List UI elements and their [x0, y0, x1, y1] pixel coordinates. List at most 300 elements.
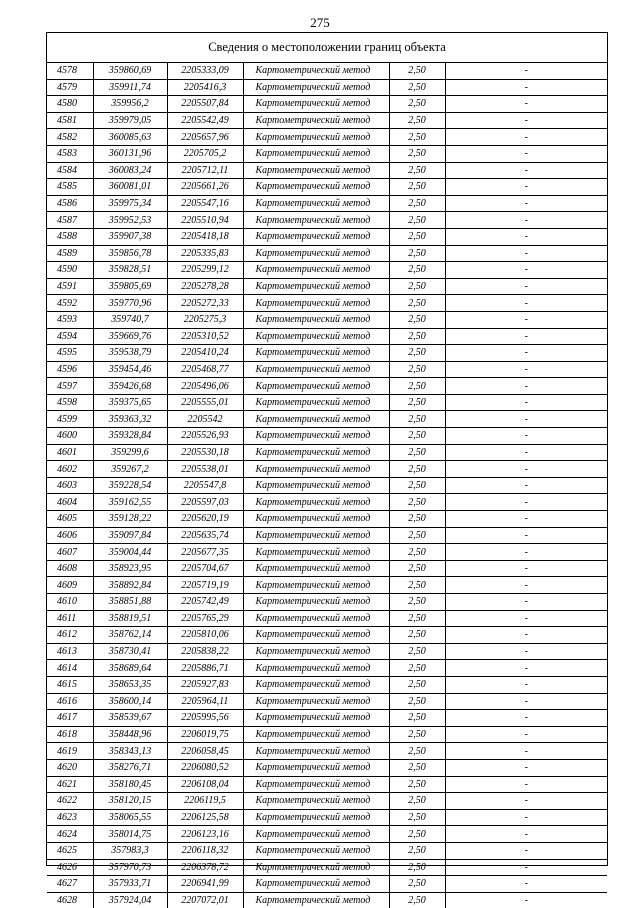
method-cell: Картометрический метод [243, 643, 389, 660]
table-row [47, 859, 607, 876]
method-cell: Картометрический метод [243, 145, 389, 162]
x-coordinate-cell: 358600,14 [93, 693, 167, 710]
y-coordinate-cell: 2205765,29 [167, 610, 243, 627]
point-number-cell: 4580 [47, 96, 93, 113]
method-cell: Картометрический метод [243, 511, 389, 528]
description-cell: - [445, 361, 607, 378]
method-cell: Картометрический метод [243, 876, 389, 893]
table-row [47, 145, 607, 162]
description-cell: - [445, 610, 607, 627]
point-number-cell: 4620 [47, 759, 93, 776]
y-coordinate-cell: 2205712,11 [167, 162, 243, 179]
x-coordinate-cell: 358762,14 [93, 627, 167, 644]
method-cell: Картометрический метод [243, 428, 389, 445]
description-cell: - [445, 461, 607, 478]
accuracy-cell: 2,50 [389, 328, 445, 345]
method-cell: Картометрический метод [243, 892, 389, 908]
description-cell: - [445, 477, 607, 494]
x-coordinate-cell: 359979,05 [93, 112, 167, 129]
y-coordinate-cell: 2205526,93 [167, 428, 243, 445]
point-number-cell: 4624 [47, 826, 93, 843]
y-coordinate-cell: 2205555,01 [167, 394, 243, 411]
table-row [47, 278, 607, 295]
y-coordinate-cell: 2205468,77 [167, 361, 243, 378]
x-coordinate-cell: 358180,45 [93, 776, 167, 793]
point-number-cell: 4595 [47, 345, 93, 362]
accuracy-cell: 2,50 [389, 842, 445, 859]
table-row [47, 710, 607, 727]
point-number-cell: 4593 [47, 311, 93, 328]
x-coordinate-cell: 359454,46 [93, 361, 167, 378]
method-cell: Картометрический метод [243, 527, 389, 544]
description-cell: - [445, 179, 607, 196]
table-row [47, 378, 607, 395]
point-number-cell: 4627 [47, 876, 93, 893]
x-coordinate-cell: 358892,84 [93, 577, 167, 594]
x-coordinate-cell: 359299,6 [93, 444, 167, 461]
description-cell: - [445, 378, 607, 395]
accuracy-cell: 2,50 [389, 577, 445, 594]
accuracy-cell: 2,50 [389, 129, 445, 146]
point-number-cell: 4581 [47, 112, 93, 129]
x-coordinate-cell: 359740,7 [93, 311, 167, 328]
accuracy-cell: 2,50 [389, 411, 445, 428]
accuracy-cell: 2,50 [389, 63, 445, 79]
method-cell: Картометрический метод [243, 461, 389, 478]
x-coordinate-cell: 358120,15 [93, 793, 167, 810]
accuracy-cell: 2,50 [389, 278, 445, 295]
accuracy-cell: 2,50 [389, 876, 445, 893]
table-row [47, 842, 607, 859]
point-number-cell: 4608 [47, 560, 93, 577]
description-cell: - [445, 627, 607, 644]
method-cell: Картометрический метод [243, 610, 389, 627]
point-number-cell: 4586 [47, 195, 93, 212]
method-cell: Картометрический метод [243, 826, 389, 843]
point-number-cell: 4615 [47, 676, 93, 693]
x-coordinate-cell: 359770,96 [93, 295, 167, 312]
accuracy-cell: 2,50 [389, 394, 445, 411]
accuracy-cell: 2,50 [389, 428, 445, 445]
accuracy-cell: 2,50 [389, 112, 445, 129]
page-number: 275 [310, 15, 330, 30]
y-coordinate-cell: 2205333,09 [167, 63, 243, 79]
method-cell: Картометрический метод [243, 195, 389, 212]
point-number-cell: 4598 [47, 394, 93, 411]
accuracy-cell: 2,50 [389, 311, 445, 328]
x-coordinate-cell: 359375,65 [93, 394, 167, 411]
description-cell: - [445, 876, 607, 893]
table-row [47, 394, 607, 411]
accuracy-cell: 2,50 [389, 710, 445, 727]
method-cell: Картометрический метод [243, 726, 389, 743]
table-row [47, 361, 607, 378]
x-coordinate-cell: 360081,01 [93, 179, 167, 196]
table-row [47, 195, 607, 212]
accuracy-cell: 2,50 [389, 660, 445, 677]
x-coordinate-cell: 359228,54 [93, 477, 167, 494]
accuracy-cell: 2,50 [389, 494, 445, 511]
accuracy-cell: 2,50 [389, 544, 445, 561]
table-row [47, 527, 607, 544]
description-cell: - [445, 560, 607, 577]
accuracy-cell: 2,50 [389, 743, 445, 760]
point-number-cell: 4587 [47, 212, 93, 229]
x-coordinate-cell: 359328,84 [93, 428, 167, 445]
x-coordinate-cell: 359911,74 [93, 79, 167, 96]
y-coordinate-cell: 2206125,58 [167, 809, 243, 826]
y-coordinate-cell: 2205335,83 [167, 245, 243, 262]
accuracy-cell: 2,50 [389, 826, 445, 843]
accuracy-cell: 2,50 [389, 676, 445, 693]
method-cell: Картометрический метод [243, 129, 389, 146]
point-number-cell: 4613 [47, 643, 93, 660]
table-row [47, 328, 607, 345]
method-cell: Картометрический метод [243, 112, 389, 129]
method-cell: Картометрический метод [243, 179, 389, 196]
y-coordinate-cell: 2205510,94 [167, 212, 243, 229]
method-cell: Картометрический метод [243, 793, 389, 810]
y-coordinate-cell: 2205742,49 [167, 594, 243, 611]
x-coordinate-cell: 358448,96 [93, 726, 167, 743]
point-number-cell: 4618 [47, 726, 93, 743]
y-coordinate-cell: 2205410,24 [167, 345, 243, 362]
table-row [47, 461, 607, 478]
accuracy-cell: 2,50 [389, 96, 445, 113]
table-row [47, 693, 607, 710]
y-coordinate-cell: 2205547,8 [167, 477, 243, 494]
method-cell: Картометрический метод [243, 693, 389, 710]
x-coordinate-cell: 358065,55 [93, 809, 167, 826]
table-row [47, 63, 607, 79]
method-cell: Картометрический метод [243, 710, 389, 727]
description-cell: - [445, 79, 607, 96]
accuracy-cell: 2,50 [389, 594, 445, 611]
table-row [47, 494, 607, 511]
x-coordinate-cell: 359267,2 [93, 461, 167, 478]
description-cell: - [445, 328, 607, 345]
point-number-cell: 4616 [47, 693, 93, 710]
method-cell: Картометрический метод [243, 477, 389, 494]
y-coordinate-cell: 2205299,12 [167, 262, 243, 279]
description-cell: - [445, 444, 607, 461]
point-number-cell: 4597 [47, 378, 93, 395]
description-cell: - [445, 278, 607, 295]
x-coordinate-cell: 358653,35 [93, 676, 167, 693]
table-row [47, 627, 607, 644]
description-cell: - [445, 527, 607, 544]
method-cell: Картометрический метод [243, 660, 389, 677]
y-coordinate-cell: 2205704,67 [167, 560, 243, 577]
point-number-cell: 4602 [47, 461, 93, 478]
point-number-cell: 4594 [47, 328, 93, 345]
y-coordinate-cell: 2205886,71 [167, 660, 243, 677]
coordinates-table-body [47, 63, 607, 908]
description-cell: - [524, 894, 528, 906]
accuracy-cell: 2,50 [389, 527, 445, 544]
table-row [47, 809, 607, 826]
description-cell: - [445, 162, 607, 179]
point-number-cell: 4626 [47, 859, 93, 876]
table-row [47, 511, 607, 528]
y-coordinate-cell: 2206119,5 [167, 793, 243, 810]
description-cell: - [445, 145, 607, 162]
method-cell: Картометрический метод [243, 228, 389, 245]
point-number-cell: 4621 [47, 776, 93, 793]
point-number-cell: 4578 [47, 63, 93, 79]
y-coordinate-cell: 2205278,28 [167, 278, 243, 295]
description-cell: - [445, 577, 607, 594]
table-row [47, 643, 607, 660]
point-number-cell: 4599 [47, 411, 93, 428]
table-row [47, 96, 607, 113]
point-number-cell: 4596 [47, 361, 93, 378]
method-cell: Картометрический метод [243, 162, 389, 179]
y-coordinate-cell: 2205838,22 [167, 643, 243, 660]
accuracy-cell: 2,50 [389, 162, 445, 179]
table-row [47, 179, 607, 196]
x-coordinate-cell: 357970,73 [93, 859, 167, 876]
accuracy-cell: 2,50 [389, 195, 445, 212]
table-row [47, 560, 607, 577]
accuracy-cell: 2,50 [389, 892, 445, 908]
point-number-cell: 4628 [47, 892, 93, 908]
y-coordinate-cell: 2206058,45 [167, 743, 243, 760]
method-cell: Картометрический метод [243, 378, 389, 395]
y-coordinate-cell: 2206080,52 [167, 759, 243, 776]
y-coordinate-cell: 2205496,06 [167, 378, 243, 395]
accuracy-cell: 2,50 [389, 295, 445, 312]
table-row [47, 411, 607, 428]
description-cell: - [445, 544, 607, 561]
description-cell: - [445, 726, 607, 743]
point-number-cell: 4622 [47, 793, 93, 810]
point-number-cell: 4590 [47, 262, 93, 279]
boundary-table-frame [46, 32, 608, 906]
description-cell: - [445, 859, 607, 876]
table-row [47, 444, 607, 461]
accuracy-cell: 2,50 [389, 859, 445, 876]
x-coordinate-cell: 357933,71 [93, 876, 167, 893]
description-cell: - [445, 710, 607, 727]
accuracy-cell: 2,50 [389, 444, 445, 461]
description-cell: - [445, 759, 607, 776]
method-cell: Картометрический метод [243, 96, 389, 113]
point-number-cell: 4600 [47, 428, 93, 445]
method-cell: Картометрический метод [243, 345, 389, 362]
table-row [47, 759, 607, 776]
y-coordinate-cell: 2206941,99 [167, 876, 243, 893]
point-number-cell: 4589 [47, 245, 93, 262]
method-cell: Картометрический метод [243, 560, 389, 577]
method-cell: Картометрический метод [243, 394, 389, 411]
method-cell: Картометрический метод [243, 245, 389, 262]
x-coordinate-cell: 359828,51 [93, 262, 167, 279]
table-row [47, 295, 607, 312]
description-cell: - [445, 809, 607, 826]
y-coordinate-cell: 2205661,26 [167, 179, 243, 196]
x-coordinate-cell: 360085,63 [93, 129, 167, 146]
accuracy-cell: 2,50 [389, 179, 445, 196]
accuracy-cell: 2,50 [389, 793, 445, 810]
method-cell: Картометрический метод [243, 295, 389, 312]
point-number-cell: 4588 [47, 228, 93, 245]
x-coordinate-cell: 358689,64 [93, 660, 167, 677]
accuracy-cell: 2,50 [389, 262, 445, 279]
point-number-cell: 4601 [47, 444, 93, 461]
description-cell: - [445, 793, 607, 810]
table-row [47, 577, 607, 594]
x-coordinate-cell: 359162,55 [93, 494, 167, 511]
point-number-cell: 4609 [47, 577, 93, 594]
y-coordinate-cell: 2205927,83 [167, 676, 243, 693]
method-cell: Картометрический метод [243, 759, 389, 776]
point-number-cell: 4617 [47, 710, 93, 727]
y-coordinate-cell: 2205677,35 [167, 544, 243, 561]
y-coordinate-cell: 2205507,84 [167, 96, 243, 113]
accuracy-cell: 2,50 [389, 212, 445, 229]
method-cell: Картометрический метод [243, 776, 389, 793]
method-cell: Картометрический метод [243, 594, 389, 611]
method-cell: Картометрический метод [243, 411, 389, 428]
accuracy-cell: 2,50 [389, 726, 445, 743]
x-coordinate-cell: 359975,34 [93, 195, 167, 212]
x-coordinate-cell: 358851,88 [93, 594, 167, 611]
description-cell: - [445, 594, 607, 611]
method-cell: Картометрический метод [243, 328, 389, 345]
accuracy-cell: 2,50 [389, 477, 445, 494]
table-row [47, 876, 607, 893]
method-cell: Картометрический метод [243, 577, 389, 594]
x-coordinate-cell: 359363,32 [93, 411, 167, 428]
x-coordinate-cell: 360131,96 [93, 145, 167, 162]
description-cell: - [445, 311, 607, 328]
y-coordinate-cell: 2206123,16 [167, 826, 243, 843]
table-row [47, 676, 607, 693]
y-coordinate-cell: 2205310,52 [167, 328, 243, 345]
table-row [47, 477, 607, 494]
x-coordinate-cell: 358276,71 [93, 759, 167, 776]
table-row [47, 660, 607, 677]
description-cell: - [445, 212, 607, 229]
table-row [47, 428, 607, 445]
coordinates-table [47, 63, 607, 908]
x-coordinate-cell: 359805,69 [93, 278, 167, 295]
x-coordinate-cell: 359907,38 [93, 228, 167, 245]
x-coordinate-cell: 357983,3 [93, 842, 167, 859]
x-coordinate-cell: 357924,04 [93, 892, 167, 908]
method-cell: Картометрический метод [243, 262, 389, 279]
description-cell: - [445, 394, 607, 411]
table-row [47, 776, 607, 793]
x-coordinate-cell: 359004,44 [93, 544, 167, 561]
description-cell: - [445, 345, 607, 362]
x-coordinate-cell: 359128,22 [93, 511, 167, 528]
method-cell: Картометрический метод [243, 627, 389, 644]
method-cell: Картометрический метод [243, 494, 389, 511]
x-coordinate-cell: 359538,79 [93, 345, 167, 362]
y-coordinate-cell: 2206378,72 [167, 859, 243, 876]
description-cell: - [445, 129, 607, 146]
x-coordinate-cell: 359669,76 [93, 328, 167, 345]
point-number-cell: 4611 [47, 610, 93, 627]
accuracy-cell: 2,50 [389, 693, 445, 710]
accuracy-cell: 2,50 [389, 378, 445, 395]
point-number-cell: 4612 [47, 627, 93, 644]
point-number-cell: 4610 [47, 594, 93, 611]
description-cell: - [445, 693, 607, 710]
point-number-cell: 4607 [47, 544, 93, 561]
y-coordinate-cell: 2205542,49 [167, 112, 243, 129]
point-number-cell: 4605 [47, 511, 93, 528]
accuracy-cell: 2,50 [389, 759, 445, 776]
method-cell: Картометрический метод [243, 743, 389, 760]
point-number-cell: 4614 [47, 660, 93, 677]
x-coordinate-cell: 359952,53 [93, 212, 167, 229]
table-row [47, 79, 607, 96]
y-coordinate-cell: 2205635,74 [167, 527, 243, 544]
accuracy-cell: 2,50 [389, 776, 445, 793]
accuracy-cell: 2,50 [389, 643, 445, 660]
x-coordinate-cell: 358539,67 [93, 710, 167, 727]
y-coordinate-cell: 2205719,19 [167, 577, 243, 594]
method-cell: Картометрический метод [243, 676, 389, 693]
description-cell: - [445, 676, 607, 693]
table-row [47, 743, 607, 760]
y-coordinate-cell: 2205705,2 [167, 145, 243, 162]
accuracy-cell: 2,50 [389, 345, 445, 362]
description-cell: - [445, 195, 607, 212]
table-row [47, 826, 607, 843]
y-coordinate-cell: 2205964,11 [167, 693, 243, 710]
method-cell: Картометрический метод [243, 842, 389, 859]
table-row [47, 129, 607, 146]
description-cell: - [445, 295, 607, 312]
accuracy-cell: 2,50 [389, 511, 445, 528]
table-row [47, 262, 607, 279]
point-number-cell: 4584 [47, 162, 93, 179]
method-cell: Картометрический метод [243, 311, 389, 328]
x-coordinate-cell: 358730,41 [93, 643, 167, 660]
y-coordinate-cell: 2205538,01 [167, 461, 243, 478]
table-row [47, 610, 607, 627]
y-coordinate-cell: 2205547,16 [167, 195, 243, 212]
accuracy-cell: 2,50 [389, 361, 445, 378]
point-number-cell: 4591 [47, 278, 93, 295]
table-row [47, 594, 607, 611]
description-cell: - [445, 643, 607, 660]
table-row [47, 212, 607, 229]
point-number-cell: 4585 [47, 179, 93, 196]
y-coordinate-cell: 2206108,04 [167, 776, 243, 793]
table-row [47, 162, 607, 179]
table-row [47, 345, 607, 362]
point-number-cell: 4603 [47, 477, 93, 494]
table-row [47, 311, 607, 328]
x-coordinate-cell: 359956,2 [93, 96, 167, 113]
accuracy-cell: 2,50 [389, 145, 445, 162]
x-coordinate-cell: 359856,78 [93, 245, 167, 262]
y-coordinate-cell: 2205542 [167, 411, 243, 428]
description-cell: - [445, 262, 607, 279]
point-number-cell: 4592 [47, 295, 93, 312]
table-row [47, 112, 607, 129]
x-coordinate-cell: 358014,75 [93, 826, 167, 843]
x-coordinate-cell: 359097,84 [93, 527, 167, 544]
table-row [47, 544, 607, 561]
description-cell: - [445, 112, 607, 129]
table-row [47, 228, 607, 245]
